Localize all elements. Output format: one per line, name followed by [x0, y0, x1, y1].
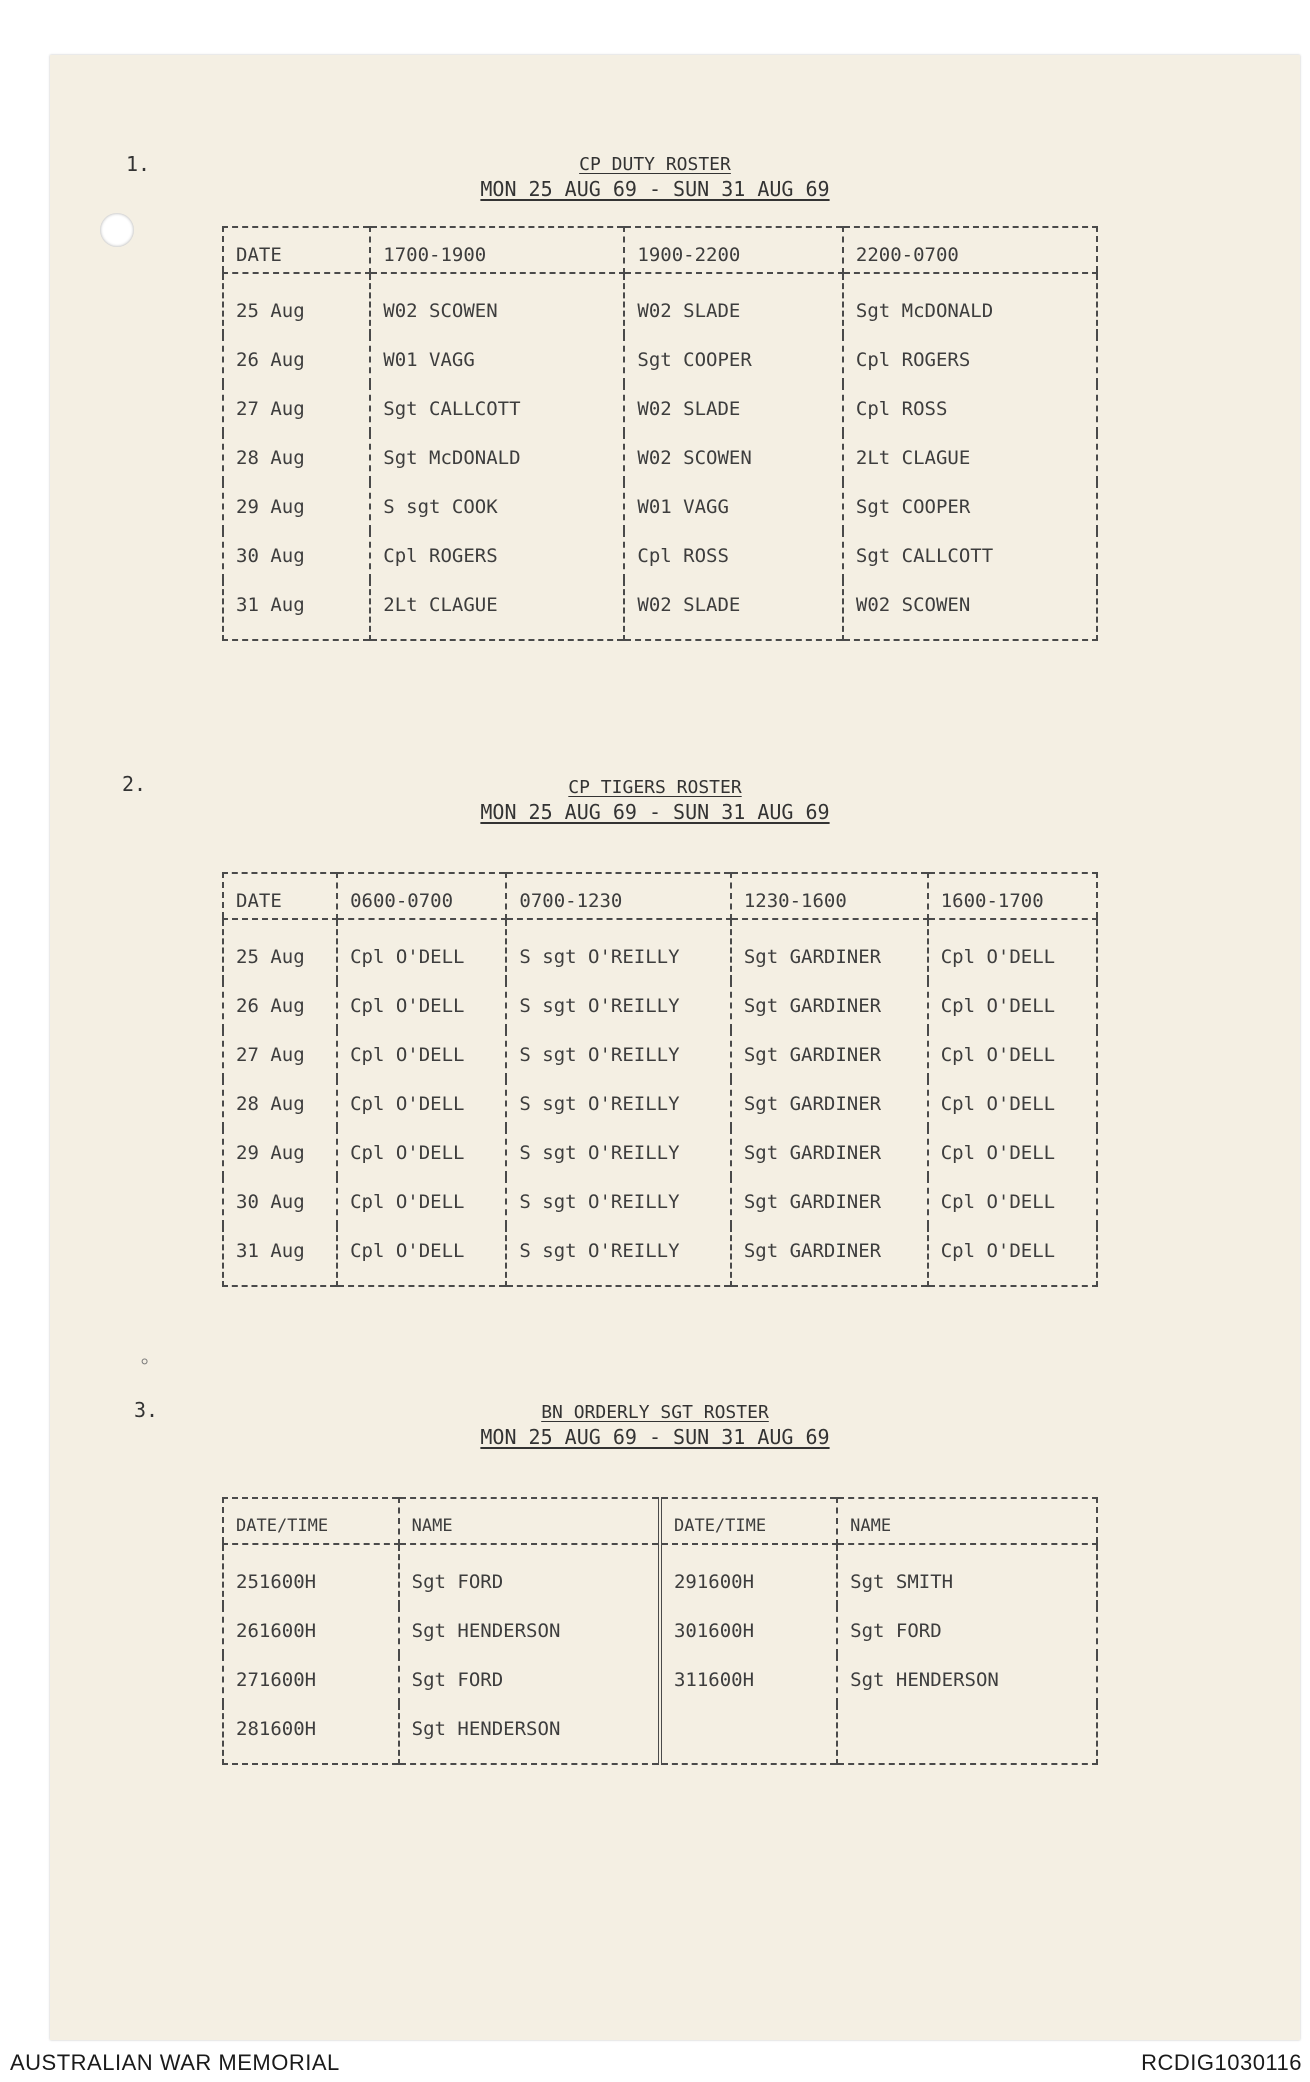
name-cell: Sgt McDONALD: [855, 299, 994, 322]
column-header: 1700-1900: [370, 227, 624, 273]
name-cell: Sgt GARDINER: [731, 919, 928, 981]
name-cell: 2Lt CLAGUE: [855, 446, 971, 469]
name-cell: Sgt FORD: [399, 1544, 660, 1606]
date-cell: 31 Aug: [223, 1226, 337, 1286]
name-cell: W02 SCOWEN: [855, 593, 971, 616]
name-cell: [837, 1704, 1097, 1764]
date-cell: 281600H: [223, 1704, 399, 1764]
cp-duty-roster-table: [222, 226, 1098, 641]
section-2-number: 2.: [122, 772, 147, 796]
name-cell: Sgt GARDINER: [731, 1226, 928, 1286]
table-row: [223, 919, 1097, 981]
name-cell: 301600H: [660, 1606, 837, 1655]
section-1-number: 1.: [126, 152, 151, 176]
name-cell: Cpl O'DELL: [940, 1190, 1056, 1213]
name-cell: S sgt COOK: [370, 482, 624, 531]
table-row: [223, 335, 1097, 384]
header-row: [223, 873, 1097, 919]
name-cell: S sgt O'REILLY: [506, 1030, 730, 1079]
name-cell: 311600H: [660, 1655, 837, 1704]
column-header: 1230-1600: [731, 873, 928, 919]
name-cell: W02 SLADE: [624, 273, 842, 335]
name-cell: S sgt O'REILLY: [506, 1177, 730, 1226]
punch-hole: [100, 213, 134, 247]
date-cell: 30 Aug: [223, 531, 370, 580]
name-cell: Cpl O'DELL: [337, 981, 506, 1030]
name-cell: Cpl O'DELL: [940, 1239, 1056, 1262]
stray-mark: ⸰: [140, 1352, 150, 1371]
name-cell: W02 SCOWEN: [370, 273, 624, 335]
name-cell: [660, 1704, 837, 1764]
date-cell: 271600H: [223, 1655, 399, 1704]
table-row: [223, 384, 1097, 433]
name-cell: Sgt HENDERSON: [850, 1668, 999, 1691]
name-cell: Cpl O'DELL: [940, 994, 1056, 1017]
table-row: [223, 981, 1097, 1030]
column-header: 0700-1230: [506, 873, 730, 919]
column-header: NAME: [399, 1498, 660, 1544]
column-header: 0600-0700: [337, 873, 506, 919]
name-cell: Cpl O'DELL: [940, 945, 1056, 968]
name-cell: S sgt O'REILLY: [506, 1226, 730, 1286]
name-cell: W02 SLADE: [624, 580, 842, 640]
date-cell: 29 Aug: [223, 1128, 337, 1177]
date-cell: 25 Aug: [223, 273, 370, 335]
section-1-subtitle: MON 25 AUG 69 - SUN 31 AUG 69: [480, 177, 830, 201]
name-cell: Cpl O'DELL: [940, 1141, 1056, 1164]
name-cell: 2Lt CLAGUE: [370, 580, 624, 640]
name-cell: Cpl ROGERS: [855, 348, 971, 371]
section-2-title: CP TIGERS ROSTER: [568, 777, 742, 798]
name-cell: Sgt FORD: [399, 1655, 660, 1704]
name-cell: S sgt O'REILLY: [506, 1079, 730, 1128]
name-cell: Cpl ROSS: [855, 397, 948, 420]
section-3-subtitle: MON 25 AUG 69 - SUN 31 AUG 69: [480, 1425, 830, 1449]
section-2-subtitle: MON 25 AUG 69 - SUN 31 AUG 69: [480, 800, 830, 824]
table-row: [223, 482, 1097, 531]
name-cell: Cpl O'DELL: [337, 1177, 506, 1226]
name-cell: 291600H: [660, 1544, 837, 1606]
name-cell: Sgt GARDINER: [731, 1128, 928, 1177]
date-cell: 26 Aug: [223, 335, 370, 384]
name-cell: Sgt GARDINER: [731, 1177, 928, 1226]
name-cell: W01 VAGG: [624, 482, 842, 531]
column-header: 1900-2200: [624, 227, 842, 273]
section-3-heading: [0, 1400, 1310, 1450]
table-row: [223, 1030, 1097, 1079]
column-header: 2200-0700: [843, 227, 1097, 273]
name-cell: Sgt HENDERSON: [399, 1704, 660, 1764]
date-cell: 27 Aug: [223, 1030, 337, 1079]
name-cell: Cpl O'DELL: [940, 1092, 1056, 1115]
bn-orderly-sgt-roster-table: [222, 1497, 1098, 1765]
header-row: [223, 1498, 1097, 1544]
date-cell: 26 Aug: [223, 981, 337, 1030]
name-cell: Cpl O'DELL: [337, 1226, 506, 1286]
date-cell: 251600H: [223, 1544, 399, 1606]
name-cell: S sgt O'REILLY: [506, 919, 730, 981]
name-cell: W02 SCOWEN: [624, 433, 842, 482]
name-cell: Cpl O'DELL: [337, 1030, 506, 1079]
footer-institution: AUSTRALIAN WAR MEMORIAL: [10, 2050, 340, 2075]
table-row: [223, 1606, 1097, 1655]
section-3-title: BN ORDERLY SGT ROSTER: [541, 1402, 769, 1423]
name-cell: Cpl O'DELL: [337, 1128, 506, 1177]
name-cell: Sgt CALLCOTT: [855, 544, 994, 567]
table-row: [223, 1128, 1097, 1177]
date-cell: 29 Aug: [223, 482, 370, 531]
section-1-heading: [0, 152, 1310, 202]
date-cell: 28 Aug: [223, 433, 370, 482]
name-cell: S sgt O'REILLY: [506, 981, 730, 1030]
footer-record-id: RCDIG1030116: [1141, 2050, 1302, 2075]
name-cell: W01 VAGG: [370, 335, 624, 384]
name-cell: Sgt McDONALD: [370, 433, 624, 482]
section-3-number: 3.: [134, 1398, 159, 1422]
name-cell: Sgt COOPER: [624, 335, 842, 384]
date-cell: 31 Aug: [223, 580, 370, 640]
table-row: [223, 273, 1097, 335]
name-cell: W02 SLADE: [624, 384, 842, 433]
table-row: [223, 531, 1097, 580]
date-cell: 28 Aug: [223, 1079, 337, 1128]
date-cell: 261600H: [223, 1606, 399, 1655]
name-cell: Sgt HENDERSON: [399, 1606, 660, 1655]
table-row: [223, 1544, 1097, 1606]
column-header: DATE/TIME: [660, 1498, 837, 1544]
name-cell: Sgt SMITH: [850, 1570, 954, 1593]
column-header: 1600-1700: [928, 873, 1097, 919]
table-row: [223, 1655, 1097, 1704]
table-row: [223, 580, 1097, 640]
date-cell: 30 Aug: [223, 1177, 337, 1226]
name-cell: Sgt COOPER: [855, 495, 971, 518]
table-row: [223, 1226, 1097, 1286]
name-cell: Cpl O'DELL: [940, 1043, 1056, 1066]
column-header: DATE/TIME: [223, 1498, 399, 1544]
table-row: [223, 1079, 1097, 1128]
column-header: DATE: [223, 227, 370, 273]
column-header: NAME: [837, 1498, 1097, 1544]
cp-tigers-roster-table: [222, 872, 1098, 1287]
name-cell: Sgt GARDINER: [731, 1030, 928, 1079]
table-row: [223, 433, 1097, 482]
name-cell: Sgt FORD: [850, 1619, 942, 1642]
name-cell: Cpl ROGERS: [370, 531, 624, 580]
date-cell: 27 Aug: [223, 384, 370, 433]
name-cell: Cpl O'DELL: [337, 919, 506, 981]
table-row: [223, 1704, 1097, 1764]
name-cell: Sgt GARDINER: [731, 981, 928, 1030]
table-row: [223, 1177, 1097, 1226]
name-cell: Sgt CALLCOTT: [370, 384, 624, 433]
column-header: DATE: [223, 873, 337, 919]
section-2-heading: [0, 775, 1310, 825]
name-cell: Cpl O'DELL: [337, 1079, 506, 1128]
name-cell: Cpl ROSS: [624, 531, 842, 580]
name-cell: Sgt GARDINER: [731, 1079, 928, 1128]
section-1-title: CP DUTY ROSTER: [579, 154, 731, 175]
name-cell: S sgt O'REILLY: [506, 1128, 730, 1177]
header-row: [223, 227, 1097, 273]
date-cell: 25 Aug: [223, 919, 337, 981]
